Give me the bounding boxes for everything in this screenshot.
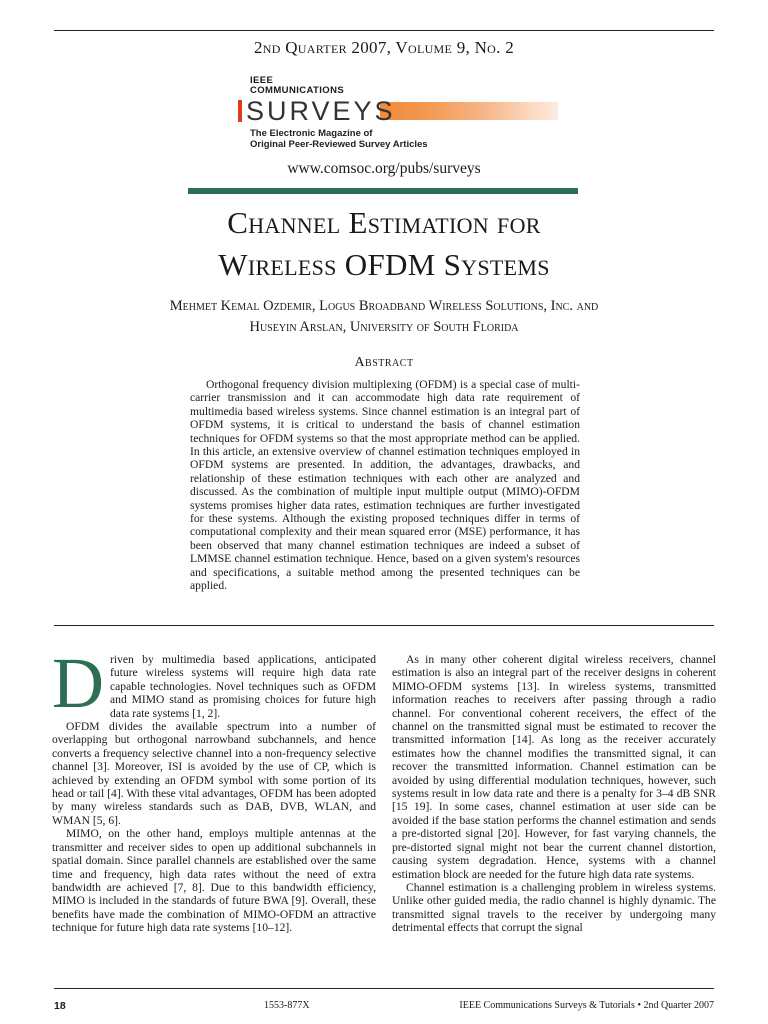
logo-gradient-band <box>380 102 558 120</box>
journal-footer: IEEE Communications Surveys & Tutorials • 2nd Quarter 2007 <box>459 1000 714 1011</box>
logo-tagline-2: Original Peer-Reviewed Survey Articles <box>250 139 428 150</box>
title-divider-bar <box>188 188 578 194</box>
authors-line-2: Huseyin Arslan, University of South Florida <box>249 319 519 335</box>
abstract-text: Orthogonal frequency division multiplexing (OFDM) is a special case of multi-carrier transmission and it can accommodate high data rate requirement of multimedia based wireless systems. Since channel estimation is an integral part of OFDM systems, it is critical to understand the basis of channel estimation techniques for OFDM systems so that the most appropriate method can be applied. In this article, an extensive overview of channel estimation techniques employed in OFDM systems are presented. In addition, the advantages, drawbacks, and relationship of these estimation techniques with each other are analyzed and discussed. As the combination of multiple input multiple output (MIMO)-OFDM systems promises higher data rates, estimation techniques are further investigated for these systems. Although the existing proposed techniques differ in terms of computational complexity and their mean squared error (MSE) performance, it has been observed that many channel estimation techniques are indeed a subset of LMMSE channel estimation technique. Hence, based on a given system's resources and specifications, a suitable method among the presented techniques can be applied. <box>190 378 580 593</box>
paragraph <box>52 643 376 723</box>
body-column-right <box>392 653 716 935</box>
authors-line-1: Mehmet Kemal Ozdemir, Logus Broadband Wireless Solutions, Inc. and <box>169 298 599 314</box>
paragraph: MIMO, on the other hand, employs multiple antennas at the transmitter and receiver sides to open up additional subchannels in spatial domain. Since parallel channels are established over the same time and frequency, high data rates without the need of extra bandwidth are achieved [7, 8]. Due to this bandwidth efficiency, MIMO is included in the standards of future BWA [9]. Overall, these benefits have made the combination of MIMO-OFDM an attractive technique for future high data rate systems [10–12]. <box>52 827 376 935</box>
paragraph: OFDM divides the available spectrum into a number of overlapping but orthogonal narrowband subchannels, and hence converts a frequency selective channel into a non-frequency selective channel [3]. Moreover, ISI is avoided by the use of CP, which is achieved by extending an OFDM symbol with some portion of its head or tail [4]. With these vital advantages, OFDM has been adopted by many wireless standards such as DAB, DVB, WLAN, and WMAN [5, 6]. <box>52 720 376 827</box>
drop-cap: D <box>52 643 104 723</box>
logo-accent-bar <box>238 100 242 122</box>
paragraph: Channel estimation is a challenging problem in wireless systems. Unlike other guided media, the radio channel is highly dynamic. The transmitted signal travels to the receiver by undergoing many detrimental effects that corrupt the signal <box>392 880 716 935</box>
article-title <box>0 202 768 286</box>
logo-surveys-word: SURVEYS <box>246 96 396 126</box>
logo-ieee: IEEE <box>250 75 274 86</box>
authors <box>0 296 768 338</box>
ieee-communications-surveys-logo <box>238 76 558 156</box>
logo-communications: COMMUNICATIONS <box>250 85 345 96</box>
section-rule <box>54 625 714 626</box>
issue-line: 2nd Quarter 2007, Volume 9, No. 2 <box>253 38 515 57</box>
body-column-left <box>52 643 376 935</box>
title-line-1: Channel Estimation for <box>227 205 541 240</box>
logo-tagline <box>250 128 428 150</box>
footer-rule <box>54 988 714 989</box>
journal-url[interactable]: www.comsoc.org/pubs/surveys <box>287 160 481 177</box>
title-line-2: Wireless OFDM Systems <box>218 247 550 282</box>
page-number: 18 <box>54 1000 66 1012</box>
paragraph-text: riven by multimedia based applications, anticipated future wireless systems will require high data rate capable technologies. Novel techniques such as OFDM and MIMO stand as promising choices for future high data rate systems [1, 2]. <box>110 653 376 720</box>
top-rule <box>54 30 714 31</box>
paragraph: As in many other coherent digital wireless receivers, channel estimation is also an integral part of the receiver designs in coherent MIMO-OFDM systems [13]. In wireless systems, transmitted information reaches to receivers after passing through a radio channel. For conventional coherent receivers, the effect of the channel on the transmitted signal must be estimated to recover the transmitted information [14]. As long as the receiver accurately estimates how the channel modifies the transmitted signal, it can recover the transmitted information. Channel estimation can be avoided by using differential modulation techniques, however, such systems result in low data rate and there is a penalty for 3–4 dB SNR [15 19]. In some cases, channel estimation at user side can be avoided if the base station performs the channel estimation and sends a pre-distorted signal [20]. However, for fast varying channels, the pre-distorted signal might not bear the current channel distortion, causing system degradation. Hence, systems with a channel estimation block are needed for the future high data rate systems. <box>392 653 716 881</box>
issn: 1553-877X <box>264 1000 310 1011</box>
abstract-heading: Abstract <box>354 355 414 370</box>
logo-tagline-1: The Electronic Magazine of <box>250 128 373 139</box>
